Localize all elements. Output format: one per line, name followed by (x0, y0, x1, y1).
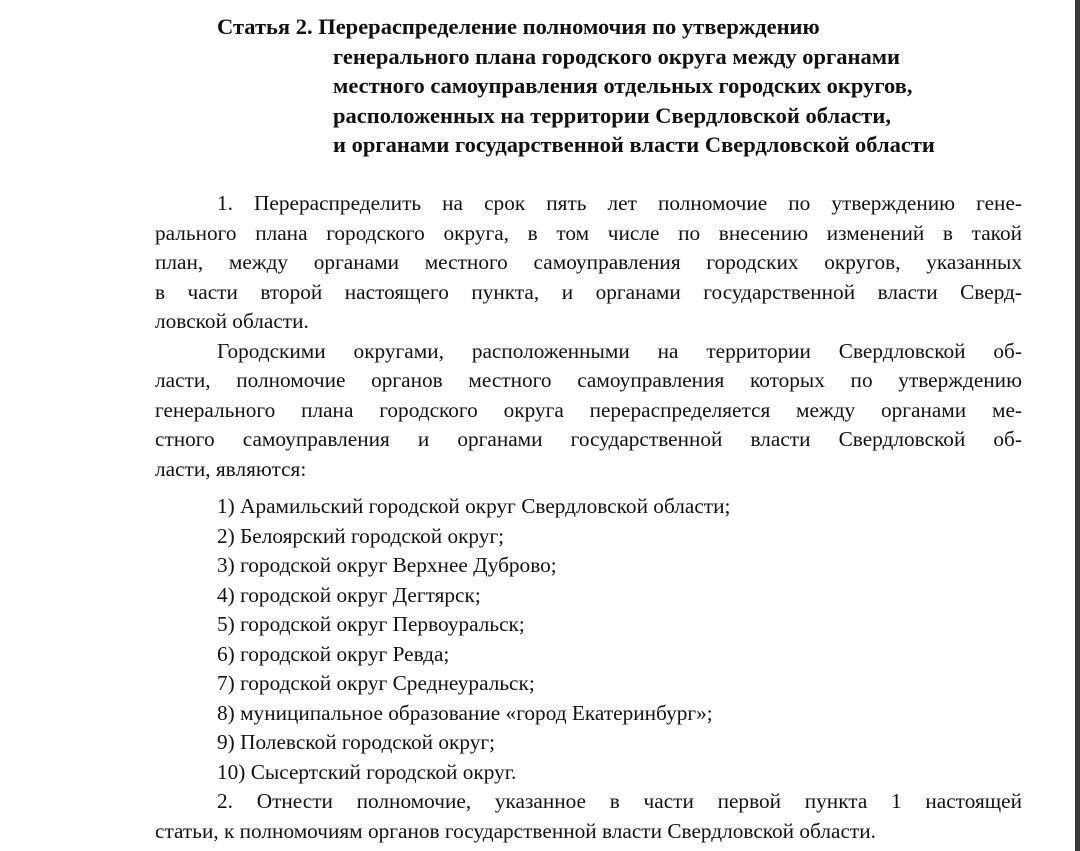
viewer-edge-scrollbar[interactable] (1075, 0, 1080, 851)
article-body (155, 189, 1022, 846)
list-item: 10) Сысертский городской округ. (217, 759, 517, 784)
text-line: генерального плана городского округа перераспределяется между органами ме- (155, 397, 1022, 422)
text-line: ловской области. (155, 309, 309, 333)
text-line: стного самоуправления и органами государственной власти Свердловской об- (155, 427, 1022, 451)
text-line: ласти, полномочие органов местного самоуправления которых по утверждению (155, 368, 1022, 392)
text-line: Городскими округами, расположенными на территории Свердловской об- (217, 338, 1022, 363)
list-item: 8) муниципальное образование «город Екатеринбург»; (217, 700, 713, 725)
paragraph-1 (155, 189, 1022, 337)
text-line: 2. Отнести полномочие, указанное в части первой пункта 1 настоящей (217, 789, 1022, 813)
district-list (155, 492, 1022, 787)
list-item: 5) городской округ Первоуральск; (217, 612, 525, 636)
list-item: 9) Полевской городской округ; (217, 730, 496, 754)
title-line: генерального плана городского округа между органами (333, 43, 900, 69)
list-item: 6) городской округ Ревда; (217, 641, 450, 666)
title-line: расположенных на территории Свердловской области, (333, 102, 891, 128)
text-line: 1. Перераспределить на срок пять лет полномочие по утверждению гене- (217, 191, 1022, 215)
text-line: рального плана городского округа, в том числе по внесению изменений в такой (155, 220, 1022, 245)
title-line: Статья 2. Перераспределение полномочия по утверждению (217, 14, 820, 39)
text-line: ласти, являются: (155, 456, 307, 481)
title-line: и органами государственной власти Свердловской области (333, 132, 935, 157)
paragraph-3 (155, 787, 1022, 846)
list-item: 2) Белоярский городской округ; (217, 523, 505, 548)
list-item: 3) городской округ Верхнее Дуброво; (217, 553, 557, 577)
list-item: 4) городской округ Дегтярск; (217, 582, 481, 607)
text-line: в части второй настоящего пункта, и органами государственной власти Сверд- (155, 279, 1022, 304)
list-item: 7) городской округ Среднеуральск; (217, 671, 535, 695)
paragraph-2 (155, 337, 1022, 485)
list-item: 1) Арамильский городской округ Свердловской области; (217, 494, 731, 518)
text-line: статьи, к полномочиям органов государственной власти Свердловской области. (155, 818, 876, 843)
title-line: местного самоуправления отдельных городских округов, (333, 73, 913, 98)
text-line: план, между органами местного самоуправления городских округов, указанных (155, 250, 1022, 274)
article-title (217, 12, 935, 160)
